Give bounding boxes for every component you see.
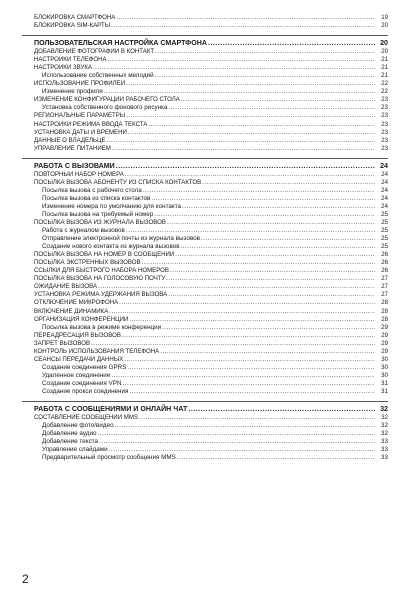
toc-page-number: 27 [381, 275, 388, 283]
dot-leader [126, 227, 375, 235]
toc-entry-title: ПОСЫЛКА ВЫЗОВА НА ГОЛОСОВУЮ ПОЧТУ [34, 275, 166, 283]
toc-entry [22, 251, 388, 259]
dot-leader [122, 332, 375, 340]
toc-page-number: 27 [381, 291, 388, 299]
dot-leader [115, 422, 375, 430]
dot-leader [93, 64, 375, 72]
dot-leader [107, 137, 375, 145]
dot-leader [128, 129, 375, 137]
dot-leader [116, 14, 375, 22]
toc-entry [22, 308, 388, 316]
toc-page-number: 20 [380, 39, 388, 48]
toc-entry-title: Изменение номера по умолчанию для контакта [42, 202, 182, 210]
dot-leader [111, 22, 375, 30]
toc-entry-title: ВКЛЮЧЕНИЕ ДИНАМИКА [34, 307, 109, 315]
toc-entry [22, 88, 388, 96]
toc-entry [22, 227, 388, 235]
toc-entry [22, 179, 388, 187]
toc-entry-title: Изменение профиля [42, 88, 103, 96]
toc-entry [22, 121, 388, 129]
dot-leader [142, 259, 375, 267]
toc-entry [22, 137, 388, 145]
toc-page-number: 25 [380, 243, 388, 251]
toc-page-number: 24 [381, 178, 388, 186]
toc-entry [22, 454, 388, 462]
toc-entry-title: ПЕРЕАДРЕСАЦИЯ ВЫЗОВОВ [34, 331, 121, 339]
toc-entry-title: Создание соединения GPRS [42, 363, 127, 371]
toc-entry-title: БЛОКИРОВКА СМАРТФОНА [34, 14, 116, 21]
toc-entry [22, 72, 388, 80]
toc-page-number: 29 [381, 347, 388, 355]
toc-entry [22, 299, 388, 307]
dot-leader [148, 121, 375, 129]
dot-leader [155, 48, 375, 56]
toc-entry [22, 129, 388, 137]
toc-entry-title: Отправление электронной почты из журнала вызовов [42, 235, 200, 243]
dot-leader [143, 187, 375, 195]
toc-page-number: 24 [380, 194, 388, 202]
toc-entry [22, 340, 388, 348]
toc-page-number: 20 [381, 48, 388, 56]
toc-entry [22, 438, 388, 446]
toc-entry [22, 56, 388, 64]
toc-entry [22, 211, 388, 219]
toc-page-number: 25 [380, 227, 388, 235]
toc-entry [22, 364, 388, 372]
toc-page-number: 30 [380, 371, 388, 379]
toc-entry [22, 80, 388, 88]
toc-entry-title: ДОБАВЛЕНИЕ ФОТОГРАФИИ В КОНТАКТ [34, 48, 155, 56]
toc-page-number: 31 [380, 387, 388, 395]
toc-page-number: 32 [380, 422, 388, 430]
toc-entry [22, 243, 388, 251]
toc-page-number: 32 [380, 405, 388, 414]
toc-page-number: 20 [381, 22, 388, 30]
toc-entry [22, 380, 388, 388]
toc-page-number: 24 [380, 161, 388, 170]
toc-entry [22, 203, 388, 211]
toc-entry [22, 291, 388, 299]
toc-entry [22, 324, 388, 332]
toc-entry [22, 414, 388, 422]
dot-leader [162, 324, 375, 332]
dot-leader [168, 291, 375, 299]
dot-leader [201, 235, 375, 243]
toc-entry [22, 64, 388, 72]
toc-entry-title: ПОСЫЛКА ВЫЗОВА ИЗ ЖУРНАЛА ВЫЗОВОВ [34, 218, 166, 226]
dot-leader [109, 446, 375, 454]
toc-entry [22, 316, 388, 324]
toc-page-number: 24 [380, 202, 388, 210]
toc-page-number: 32 [381, 414, 388, 422]
dot-leader [202, 179, 375, 187]
toc-entry-title: Посылка вызова из списка контактов [42, 194, 151, 202]
dot-leader [104, 88, 375, 96]
toc-page-number: 19 [381, 14, 388, 21]
dot-leader [98, 283, 375, 291]
toc-page-number: 23 [381, 96, 388, 104]
page-number: 2 [22, 572, 29, 586]
dot-leader [125, 171, 375, 179]
toc-entry-title: Добавление текста [42, 438, 99, 446]
toc-page-number: 24 [380, 186, 388, 194]
toc-page-number: 21 [381, 64, 388, 72]
dot-leader [108, 56, 375, 64]
toc-page-number: 25 [380, 210, 388, 218]
toc-entry-title: ПОСЫЛКА ВЫЗОВА АБОНЕНТУ ИЗ СПИСКА КОНТАКТОВ [34, 178, 202, 186]
toc-entry [22, 422, 388, 430]
toc-entry [22, 195, 388, 203]
toc-page-number: 26 [381, 267, 388, 275]
dot-leader [177, 454, 375, 462]
toc-entry [22, 356, 388, 364]
dot-leader [170, 267, 375, 275]
toc-page-number: 30 [380, 363, 388, 371]
toc-entry-title: Посылка вызова на требуемый номер [42, 210, 154, 218]
toc-entry-title: СЕАНСЫ ПЕРЕДАЧИ ДАННЫХ [34, 355, 124, 363]
toc-section-heading [22, 401, 388, 414]
toc-entry [22, 372, 388, 380]
toc-page-number: 28 [381, 299, 388, 307]
dot-leader [119, 299, 375, 307]
toc-entry [22, 219, 388, 227]
toc-entry [22, 145, 388, 153]
toc-page-number: 25 [380, 235, 388, 243]
dot-leader [181, 96, 375, 104]
dot-leader [124, 356, 375, 364]
toc-entry [22, 275, 388, 283]
toc-entry-title: ОТКЛЮЧЕНИЕ МИКРОФОНА [34, 299, 119, 307]
toc-entry-title: Работа с журналом вызовов [42, 227, 125, 235]
toc-entry [22, 112, 388, 120]
toc-page-number: 33 [380, 446, 388, 454]
dot-leader [154, 211, 375, 219]
dot-leader [160, 348, 375, 356]
toc-entry-title: ИСПОЛЬЗОВАНИЕ ПРОФИЛЕЙ [34, 80, 126, 88]
dot-leader [109, 308, 375, 316]
toc-entry-title: ОРГАНИЗАЦИЯ КОНФЕРЕНЦИИ [34, 315, 129, 323]
toc-entry-title: ССЫЛКИ ДЛЯ БЫСТРОГО НАБОРА НОМЕРОВ [34, 267, 169, 275]
toc-entry-title: ПОСЫЛКА ЭКСТРЕННЫХ ВЫЗОВОВ [34, 259, 141, 267]
toc-entry-title: УСТАНОВКА ДАТЫ И ВРЕМЕНИ [34, 128, 127, 136]
dot-leader [166, 275, 375, 283]
toc-entry-title: НАСТРОЙКИ ТЕЛЕФОНА [34, 56, 107, 64]
toc-entry-title: ПОЛЬЗОВАТЕЛЬСКАЯ НАСТРОЙКА СМАРТФОНА [34, 39, 207, 48]
toc-page-number: 28 [381, 307, 388, 315]
toc-entry [22, 267, 388, 275]
toc-entry [22, 259, 388, 267]
toc-page-number: 25 [381, 218, 388, 226]
toc-entry-title: СОСТАВЛЕНИЕ СООБЩЕНИЙ MMS [34, 414, 138, 422]
toc-entry [22, 14, 388, 22]
toc-entry [22, 332, 388, 340]
toc-entry-title: НАСТРОЙКИ РЕЖИМА ВВОДА ТЕКСТА [34, 120, 148, 128]
toc-page-number: 29 [381, 339, 388, 347]
toc-page-number: 24 [381, 170, 388, 178]
toc-entry-title: Создание нового контакта из журнала вызовов [42, 243, 180, 251]
toc-page-number: 30 [381, 355, 388, 363]
toc-page-number: 29 [380, 323, 388, 331]
toc-entry [22, 171, 388, 179]
dot-leader [151, 195, 375, 203]
dot-leader [126, 80, 375, 88]
toc-page-number: 31 [380, 379, 388, 387]
toc-entry [22, 446, 388, 454]
toc-entry [22, 388, 388, 396]
dot-leader [155, 72, 375, 80]
toc-entry-title: Добавление фото/видео [42, 422, 114, 430]
toc-page-number: 32 [380, 430, 388, 438]
toc-entry [22, 235, 388, 243]
dot-leader [139, 414, 375, 422]
toc-entry [22, 348, 388, 356]
toc-entry-title: Создание прокси соединения [42, 387, 129, 395]
toc-page-number: 33 [380, 438, 388, 446]
dot-leader [188, 404, 375, 414]
dot-leader [208, 38, 375, 48]
toc-entry-title: ЗАПРЕТ ВЫЗОВОВ [34, 339, 91, 347]
dot-leader [99, 438, 375, 446]
table-of-contents [22, 14, 388, 462]
toc-page-number: 21 [381, 56, 388, 64]
toc-entry-title: ДАННЫЕ О ВЛАДЕЛЬЦЕ [34, 136, 106, 144]
toc-entry [22, 96, 388, 104]
toc-page-number: 22 [380, 88, 388, 96]
toc-entry [22, 283, 388, 291]
toc-page-number: 23 [381, 112, 388, 120]
dot-leader [123, 380, 375, 388]
toc-entry-title: Посылка вызова в режиме конференции [42, 323, 162, 331]
toc-section-heading [22, 35, 388, 48]
toc-page-number: 22 [381, 80, 388, 88]
toc-entry-title: РЕГИОНАЛЬНЫЕ ПАРАМЕТРЫ [34, 112, 126, 120]
dot-leader [168, 104, 375, 112]
dot-leader [111, 372, 375, 380]
dot-leader [129, 316, 375, 324]
dot-leader [182, 203, 375, 211]
toc-page-number: 26 [381, 259, 388, 267]
toc-entry-title: Посылка вызова с рабочего стола [42, 186, 142, 194]
toc-entry-title: БЛОКИРОВКА SIM-КАРТЫ [34, 22, 111, 30]
toc-page-number: 23 [380, 104, 388, 112]
toc-entry-title: РАБОТА С ВЫЗОВАМИ [34, 161, 115, 170]
toc-section-heading [22, 158, 388, 171]
toc-entry-title: Использование собственных мелодий [42, 72, 154, 80]
toc-entry-title: Установка собственного фонового рисунка [42, 104, 168, 112]
toc-page-number: 33 [380, 454, 388, 462]
dot-leader [175, 251, 375, 259]
toc-entry-title: Управление слайдами [42, 446, 108, 454]
toc-entry-title: УПРАВЛЕНИЕ ПИТАНИЕМ [34, 144, 111, 152]
dot-leader [112, 145, 375, 153]
toc-entry [22, 104, 388, 112]
dot-leader [91, 340, 375, 348]
dot-leader [98, 430, 376, 438]
toc-entry-title: Удаленное соединение [42, 371, 111, 379]
toc-entry [22, 187, 388, 195]
toc-page-number: 29 [381, 331, 388, 339]
dot-leader [116, 161, 375, 171]
toc-entry-title: Предварительный просмотр сообщения MMS [42, 454, 176, 462]
toc-entry [22, 22, 388, 30]
toc-page-number: 27 [381, 283, 388, 291]
toc-entry-title: Создание соединения VPN [42, 379, 122, 387]
toc-page-number: 21 [380, 72, 388, 80]
toc-page-number: 23 [381, 120, 388, 128]
toc-page-number: 28 [381, 315, 388, 323]
toc-entry [22, 48, 388, 56]
toc-entry-title: ПОСЫЛКА ВЫЗОВА НА НОМЕР В СООБЩЕНИИ [34, 251, 175, 259]
dot-leader [126, 112, 375, 120]
toc-entry-title: НАСТРОЙКИ ЗВУКА [34, 64, 92, 72]
toc-page-number: 23 [381, 144, 388, 152]
toc-entry-title: ОЖИДАНИЕ ВЫЗОВА [34, 283, 98, 291]
dot-leader [167, 219, 375, 227]
toc-entry-title: ИЗМЕНЕНИЕ КОНФИГУРАЦИИ РАБОЧЕГО СТОЛА [34, 96, 180, 104]
toc-page-number: 23 [381, 136, 388, 144]
dot-leader [129, 388, 375, 396]
toc-entry-title: УСТАНОВКА РЕЖИМА УДЕРЖАНИЯ ВЫЗОВА [34, 291, 168, 299]
toc-page-number: 23 [381, 128, 388, 136]
toc-entry-title: КОНТРОЛЬ ИСПОЛЬЗОВАНИЯ ТЕЛЕФОНА [34, 347, 160, 355]
dot-leader [127, 364, 375, 372]
toc-page-number: 26 [381, 251, 388, 259]
toc-entry [22, 430, 388, 438]
toc-entry-title: РАБОТА С СООБЩЕНИЯМИ И ОНЛАЙН ЧАТ [34, 405, 188, 414]
toc-entry-title: Добавление аудио [42, 430, 97, 438]
dot-leader [181, 243, 375, 251]
toc-entry-title: ПОВТОРНЫЙ НАБОР НОМЕРА [34, 170, 124, 178]
